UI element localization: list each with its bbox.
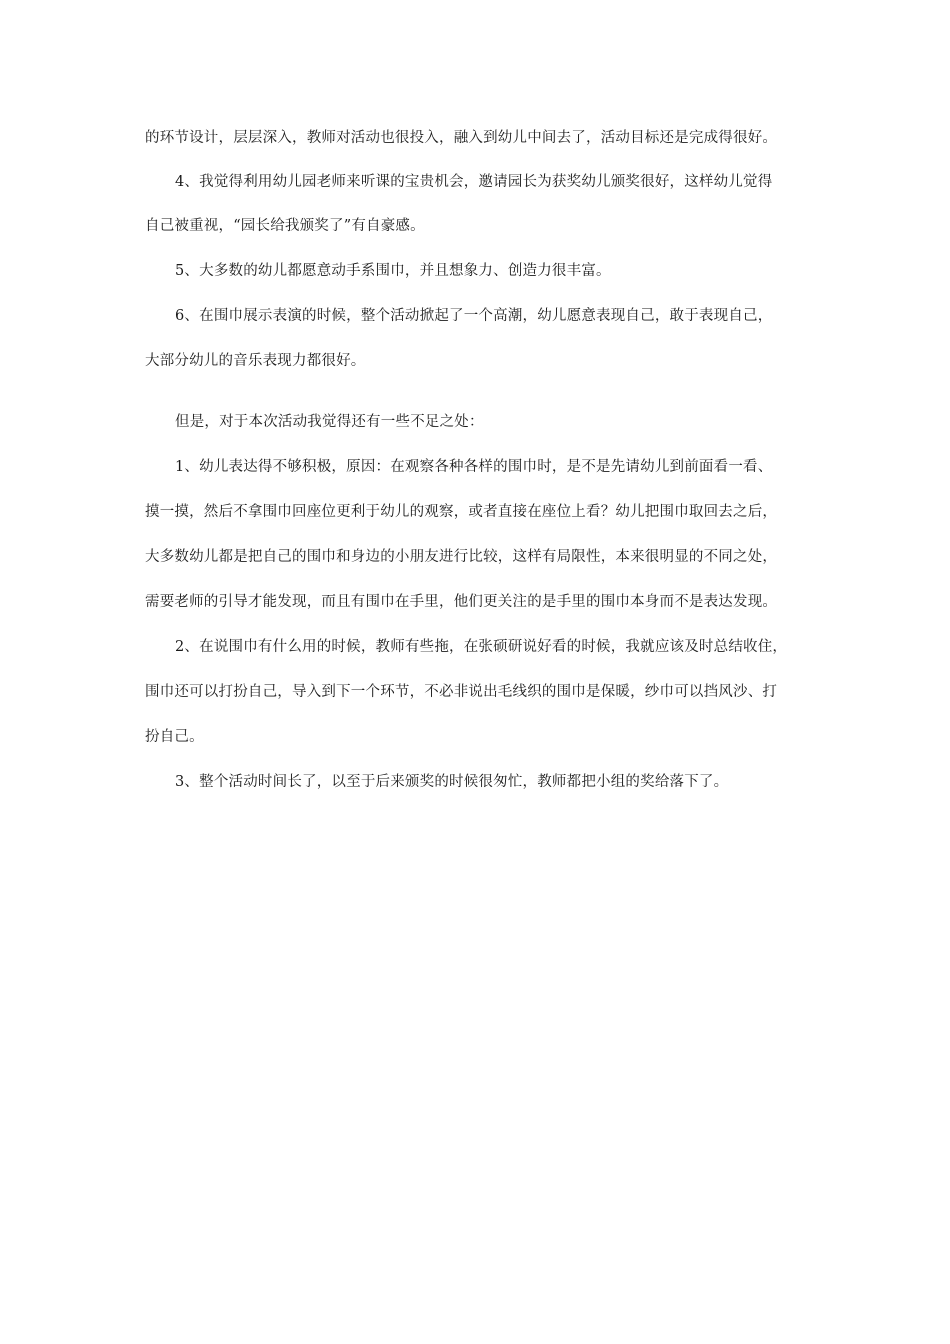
text-line: 4、我觉得利用幼儿园老师来听课的宝贵机会，邀请园长为获奖幼儿颁奖很好，这样幼儿觉得 [175, 174, 773, 190]
text-line: 大部分幼儿的音乐表现力都很好。 [145, 353, 366, 369]
text-line: 1、幼儿表达得不够积极，原因：在观察各种各样的围巾时，是不是先请幼儿到前面看一看、 [175, 459, 773, 475]
text-line: 2、在说围巾有什么用的时候，教师有些拖，在张硕研说好看的时候，我就应该及时总结收住， [175, 639, 788, 655]
text-line: 需要老师的引导才能发现，而且有围巾在手里，他们更关注的是手里的围巾本身而不是表达发现。 [145, 594, 778, 610]
text-line: 摸一摸，然后不拿围巾回座位更利于幼儿的观察，或者直接在座位上看？幼儿把围巾取回去之后， [145, 504, 778, 520]
text-line: 6、在围巾展示表演的时候，整个活动掀起了一个高潮，幼儿愿意表现自己，敢于表现自己， [175, 308, 773, 324]
text-line: 扮自己。 [145, 729, 204, 745]
text-line: 自己被重视，“园长给我颁奖了”有自豪感。 [145, 218, 425, 234]
text-line: 5、大多数的幼儿都愿意动手系围巾，并且想象力、创造力很丰富。 [175, 263, 611, 279]
text-line: 围巾还可以打扮自己，导入到下一个环节，不必非说出毛线织的围巾是保暖，纱巾可以挡风沙、打 [145, 684, 778, 700]
text-line: 大多数幼儿都是把自己的围巾和身边的小朋友进行比较，这样有局限性，本来很明显的不同之处， [145, 549, 778, 565]
text-line: 的环节设计，层层深入，教师对活动也很投入，融入到幼儿中间去了，活动目标还是完成得很好。 [145, 130, 778, 146]
text-line: 3、整个活动时间长了，以至于后来颁奖的时候很匆忙，教师都把小组的奖给落下了。 [175, 774, 729, 790]
text-line: 但是，对于本次活动我觉得还有一些不足之处： [175, 414, 484, 430]
